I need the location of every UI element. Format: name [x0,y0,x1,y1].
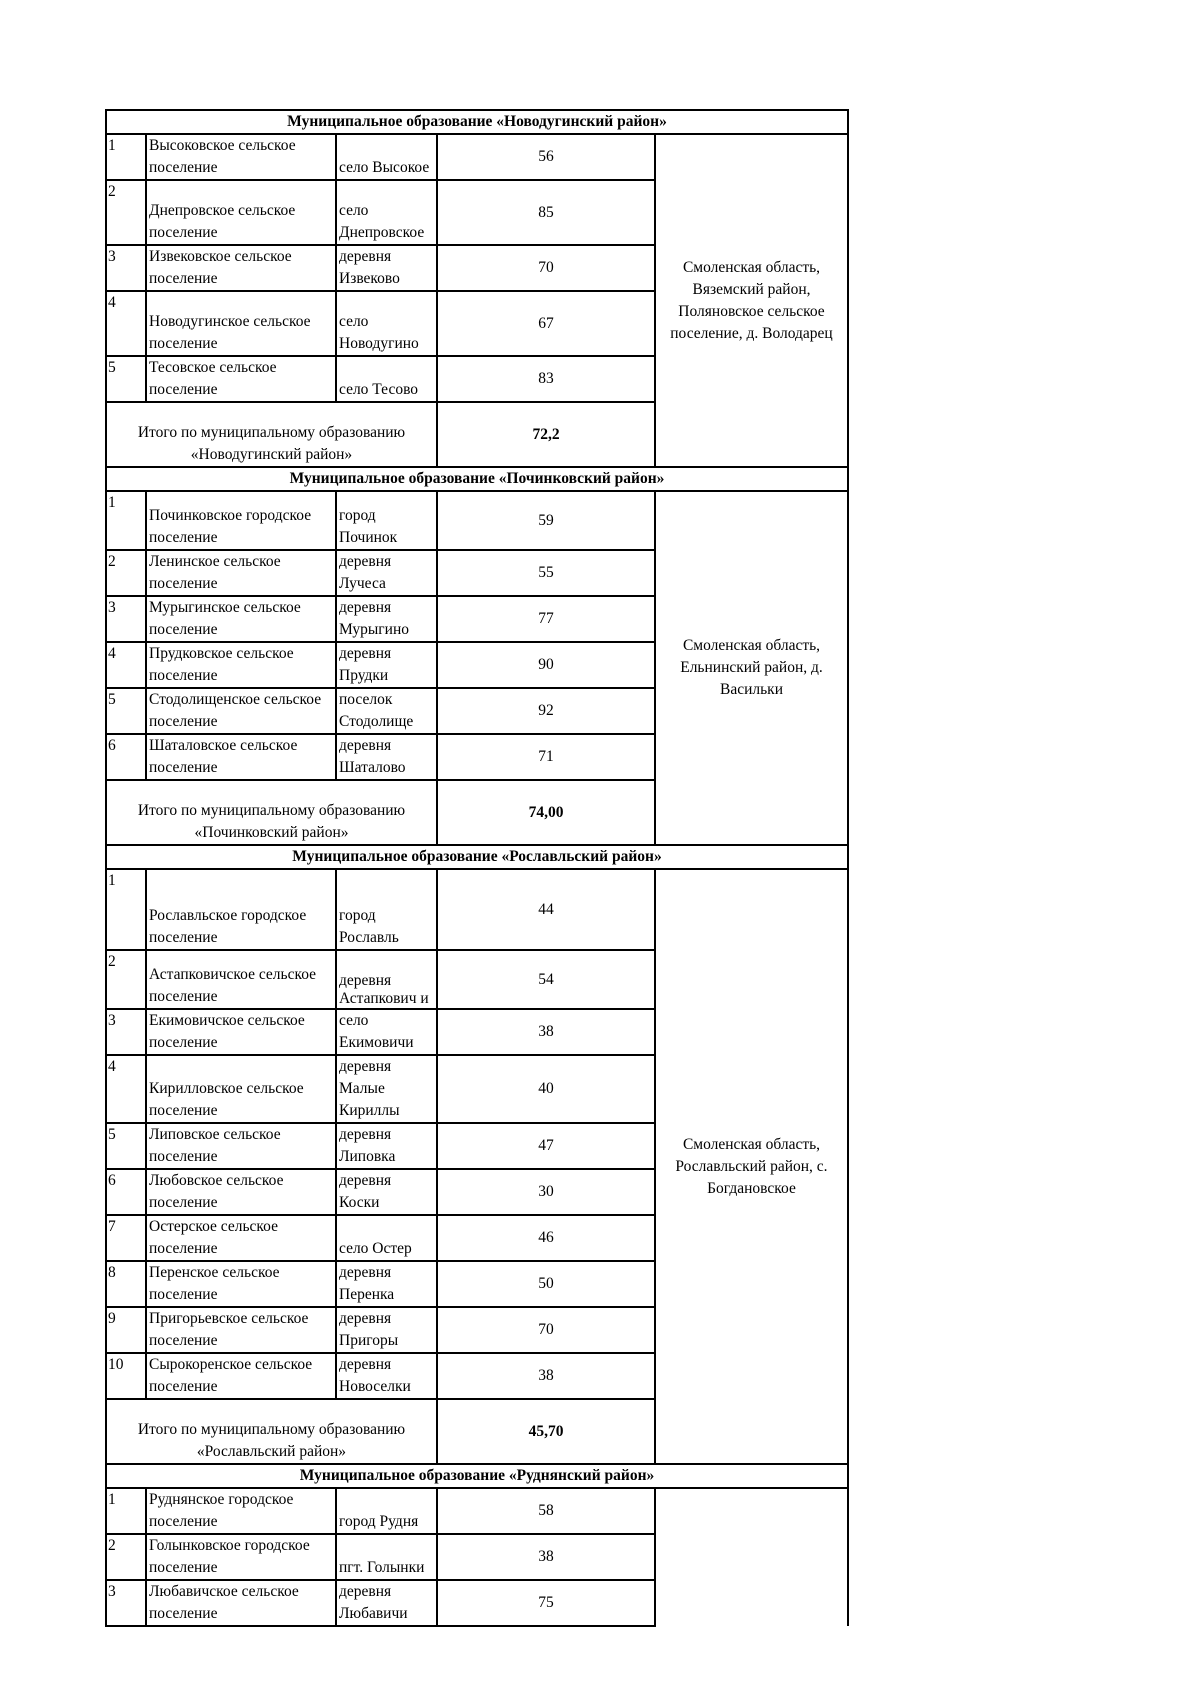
locality-name: село Тесово [336,356,437,402]
settlement-name: Рославльское городское поселение [146,869,336,950]
row-number: 4 [106,1055,146,1123]
row-number: 5 [106,1123,146,1169]
total-label: Итого по муниципальному образованию «Новодугинский район» [106,402,437,467]
settlement-name: Липовское сельское поселение [146,1123,336,1169]
settlement-name: Остерское сельское поселение [146,1215,336,1261]
value-cell: 56 [437,134,655,180]
row-number: 6 [106,1169,146,1215]
locality-name: деревня Мурыгино [336,596,437,642]
section-header-row [106,467,848,491]
value-cell: 83 [437,356,655,402]
locality-name: деревня Перенка [336,1261,437,1307]
value-cell: 38 [437,1353,655,1399]
row-number: 1 [106,134,146,180]
row-number: 7 [106,1215,146,1261]
value-cell: 75 [437,1580,655,1626]
locality-name: деревня Коски [336,1169,437,1215]
value-cell: 38 [437,1009,655,1055]
destination-cell: Смоленская область, Рославльский район, с. Богдановское [655,869,848,1464]
value-cell: 59 [437,491,655,550]
table-row [106,491,848,550]
locality-name: село Днепровское [336,180,437,245]
settlement-name: Ленинское сельское поселение [146,550,336,596]
settlement-name: Мурыгинское сельское поселение [146,596,336,642]
section-header: Муниципальное образование «Починковский район» [106,467,848,491]
table-row [106,134,848,180]
section-header: Муниципальное образование «Рославльский район» [106,845,848,869]
total-value: 72,2 [437,402,655,467]
value-cell: 55 [437,550,655,596]
row-number: 5 [106,356,146,402]
row-number: 4 [106,291,146,356]
row-number: 5 [106,688,146,734]
settlement-name: Голынковское городское поселение [146,1534,336,1580]
locality-name: село Остер [336,1215,437,1261]
value-cell: 44 [437,869,655,950]
settlement-name: Высоковское сельское поселение [146,134,336,180]
table-row [106,869,848,950]
settlement-name: Пригорьевское сельское поселение [146,1307,336,1353]
locality-name: деревня Прудки [336,642,437,688]
row-number: 6 [106,734,146,780]
section-header-row [106,1464,848,1488]
value-cell: 85 [437,180,655,245]
row-number: 4 [106,642,146,688]
settlement-name: Екимовичское сельское поселение [146,1009,336,1055]
row-number: 3 [106,596,146,642]
row-number: 8 [106,1261,146,1307]
settlement-name: Кирилловское сельское поселение [146,1055,336,1123]
total-value: 74,00 [437,780,655,845]
value-cell: 38 [437,1534,655,1580]
settlement-name: Днепровское сельское поселение [146,180,336,245]
row-number: 2 [106,1534,146,1580]
settlement-name: Новодугинское сельское поселение [146,291,336,356]
empty-cell [655,1488,848,1626]
value-cell: 46 [437,1215,655,1261]
value-cell: 92 [437,688,655,734]
value-cell: 50 [437,1261,655,1307]
locality-name: город Починок [336,491,437,550]
row-number: 1 [106,491,146,550]
value-cell: 90 [437,642,655,688]
locality-name: деревня Астапкович и [336,950,437,1009]
total-label: Итого по муниципальному образованию «Починковский район» [106,780,437,845]
value-cell: 47 [437,1123,655,1169]
value-cell: 70 [437,245,655,291]
settlement-name: Извековское сельское поселение [146,245,336,291]
row-number: 3 [106,245,146,291]
locality-name: село Екимовичи [336,1009,437,1055]
row-number: 1 [106,869,146,950]
settlement-name: Перенское сельское поселение [146,1261,336,1307]
locality-name: поселок Стодолище [336,688,437,734]
locality-name: деревня Липовка [336,1123,437,1169]
row-number: 9 [106,1307,146,1353]
locality-name: пгт. Голынки [336,1534,437,1580]
locality-name: деревня Лучеса [336,550,437,596]
total-label: Итого по муниципальному образованию «Рославльский район» [106,1399,437,1464]
settlement-name: Прудковское сельское поселение [146,642,336,688]
destination-cell: Смоленская область, Ельнинский район, д. Васильки [655,491,848,845]
total-value: 45,70 [437,1399,655,1464]
locality-name: село Новодугино [336,291,437,356]
locality-name: деревня Новоселки [336,1353,437,1399]
destination-cell: Смоленская область, Вяземский район, Поляновское сельское поселение, д. Володарец [655,134,848,467]
locality-name: город Рославль [336,869,437,950]
settlement-name: Астапковичское сельское поселение [146,950,336,1009]
locality-name: деревня Малые Кириллы [336,1055,437,1123]
value-cell: 54 [437,950,655,1009]
value-cell: 70 [437,1307,655,1353]
value-cell: 30 [437,1169,655,1215]
value-cell: 77 [437,596,655,642]
row-number: 2 [106,550,146,596]
settlement-name: Починковское городское поселение [146,491,336,550]
row-number: 10 [106,1353,146,1399]
value-cell: 40 [437,1055,655,1123]
locality-name: деревня Пригоры [336,1307,437,1353]
settlement-name: Шаталовское сельское поселение [146,734,336,780]
settlement-name: Тесовское сельское поселение [146,356,336,402]
value-cell: 71 [437,734,655,780]
section-header-row [106,110,848,134]
locality-name: деревня Извеково [336,245,437,291]
settlement-name: Стодолищенское сельское поселение [146,688,336,734]
settlement-name: Руднянское городское поселение [146,1488,336,1534]
settlement-name: Сырокоренское сельское поселение [146,1353,336,1399]
section-header: Муниципальное образование «Новодугинский район» [106,110,848,134]
locality-name: село Высокое [336,134,437,180]
row-number: 2 [106,950,146,1009]
row-number: 3 [106,1009,146,1055]
settlement-name: Любавичское сельское поселение [146,1580,336,1626]
section-header: Муниципальное образование «Руднянский район» [106,1464,848,1488]
row-number: 2 [106,180,146,245]
value-cell: 67 [437,291,655,356]
table-row [106,1488,848,1534]
locality-name: деревня Шаталово [336,734,437,780]
settlements-table [105,109,849,1627]
locality-name: деревня Любавичи [336,1580,437,1626]
row-number: 1 [106,1488,146,1534]
section-header-row [106,845,848,869]
locality-name: город Рудня [336,1488,437,1534]
settlement-name: Любовское сельское поселение [146,1169,336,1215]
row-number: 3 [106,1580,146,1626]
value-cell: 58 [437,1488,655,1534]
